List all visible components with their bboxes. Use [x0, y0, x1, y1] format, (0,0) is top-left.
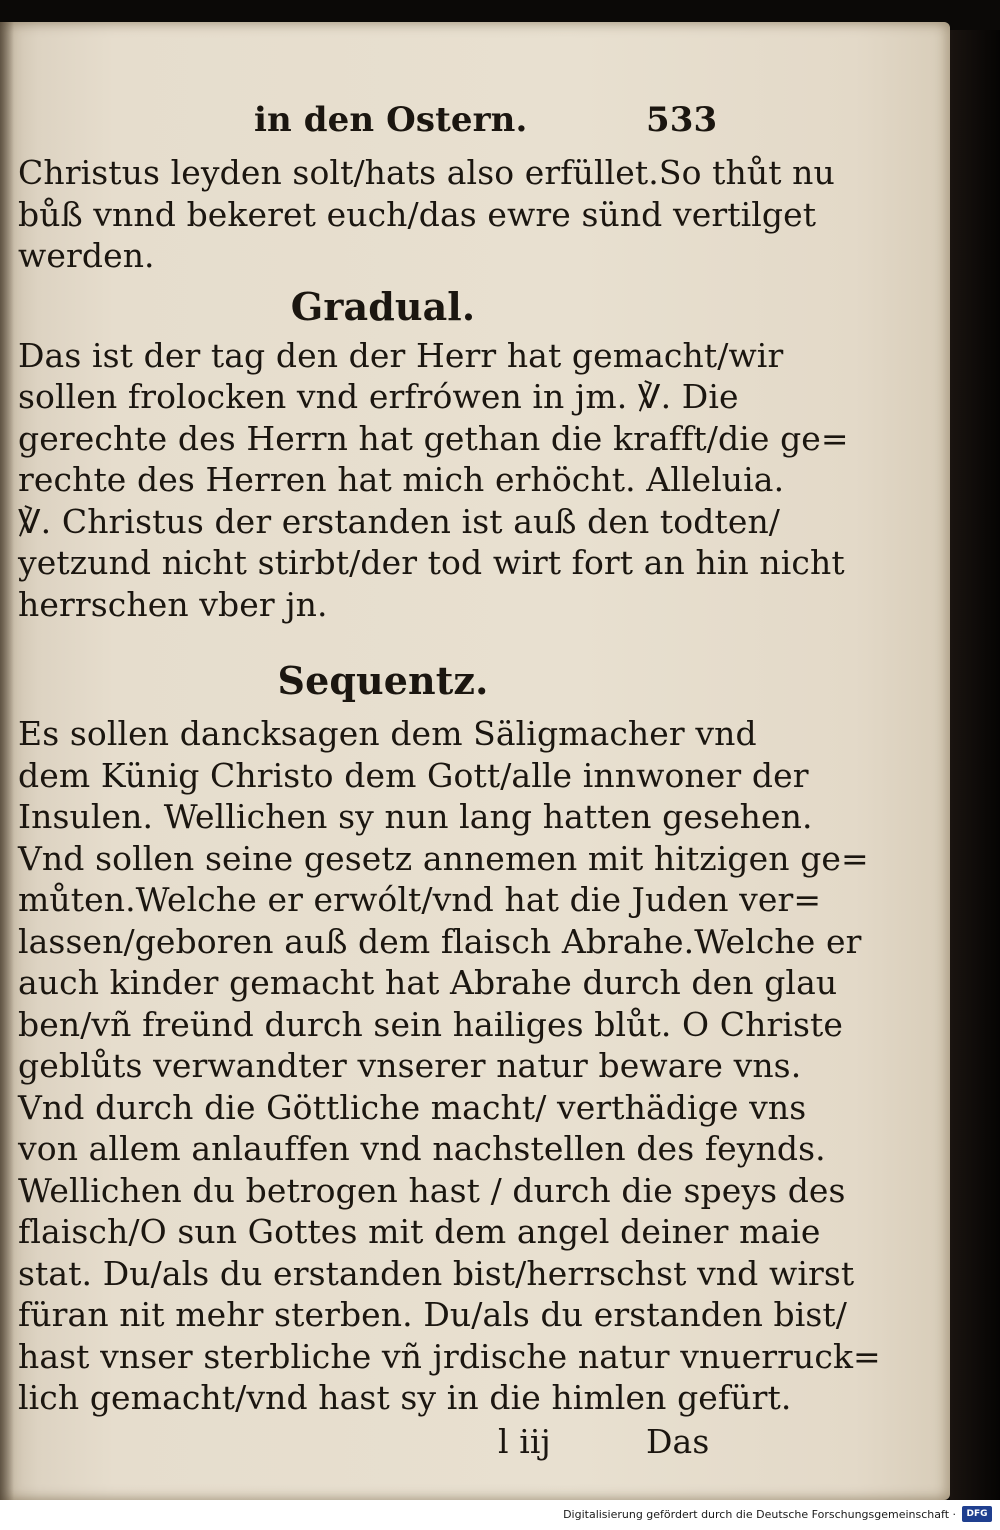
- text-line: Das ist der tag den der Herr hat gemacht/wir: [18, 335, 784, 375]
- text-line: flaisch/O sun Gottes mit dem angel deiner maie: [18, 1212, 821, 1251]
- catchword: Das: [646, 1421, 710, 1461]
- text-line: Christus leyden solt/hats also erfüllet.So thůt nu: [18, 153, 835, 192]
- text-line: Insulen. Wellichen sy nun lang hatten gesehen.: [18, 797, 813, 836]
- text-line: stat. Du/als du erstanden bist/herrschst vnd wirst: [18, 1253, 855, 1293]
- digitization-footer: [0, 1500, 1000, 1530]
- running-title: in den Ostern.: [254, 100, 528, 140]
- text-line: auch kinder gemacht hat Abrahe durch den glau: [18, 963, 838, 1002]
- text-line: gerechte des Herrn hat gethan die krafft/die ge=: [18, 418, 849, 458]
- text-line: Vnd sollen seine gesetz annemen mit hitzigen ge=: [18, 838, 869, 878]
- page-number: 533: [646, 100, 718, 140]
- text-line: Vnd durch die Göttliche macht/ verthädige vns: [18, 1087, 807, 1127]
- text-line: geblůts verwandter vnserer natur beware vns.: [18, 1046, 802, 1085]
- signature-mark: l iij: [498, 1421, 551, 1461]
- text-line: werden.: [18, 236, 155, 275]
- text-line: ben/vñ freünd durch sein hailiges blůt. O Christe: [18, 1004, 844, 1044]
- sequentz-heading: Sequentz.: [277, 658, 489, 703]
- text-line: dem Künig Christo dem Gott/alle innwoner der: [18, 755, 809, 795]
- funding-credit: Digitalisierung gefördert durch die Deutsche Forschungsgemeinschaft ·: [563, 1508, 956, 1521]
- page-header: [18, 100, 748, 152]
- text-line: von allem anlauffen vnd nachstellen des feynds.: [18, 1129, 826, 1168]
- page-text: [18, 100, 881, 1463]
- text-line: rechte des Herren hat mich erhöcht. Alleluia.: [18, 460, 785, 499]
- text-line: Wellichen du betrogen hast / durch die speys des: [18, 1170, 846, 1210]
- gutter-shadow: [0, 22, 14, 1500]
- text-line: Es sollen dancksagen dem Säligmacher vnd: [18, 714, 757, 753]
- page-edge: [950, 30, 1000, 1500]
- text-line: bůß vnnd bekeret euch/das ewre sünd vertilget: [18, 194, 817, 234]
- text-line: hast vnser sterbliche vñ jrdische natur vnuerruck=: [18, 1336, 881, 1376]
- gradual-heading: Gradual.: [290, 283, 476, 329]
- dfg-logo: DFG: [962, 1506, 992, 1522]
- text-line: lassen/geboren auß dem flaisch Abrahe.Welche er: [18, 921, 862, 961]
- text-line: lich gemacht/vnd hast sy in die himlen gefürt.: [18, 1378, 792, 1417]
- text-line: herrschen vber jn.: [18, 584, 328, 624]
- gradual-paragraph: [18, 335, 849, 626]
- text-line: můten.Welche er erwólt/vnd hat die Juden ver=: [18, 880, 822, 919]
- text-line: yetzund nicht stirbt/der tod wirt fort an hin nicht: [18, 543, 845, 582]
- text-line: sollen frolocken vnd erfrówen in jm. ℣. Die: [18, 377, 739, 416]
- text-line: füran nit mehr sterben. Du/als du erstanden bist/: [18, 1295, 848, 1334]
- intro-paragraph: [18, 152, 835, 277]
- catchword-line: [18, 1419, 748, 1463]
- text-line: ℣. Christus der erstanden ist auß den todten/: [18, 501, 781, 541]
- sequentz-paragraph: [18, 713, 881, 1419]
